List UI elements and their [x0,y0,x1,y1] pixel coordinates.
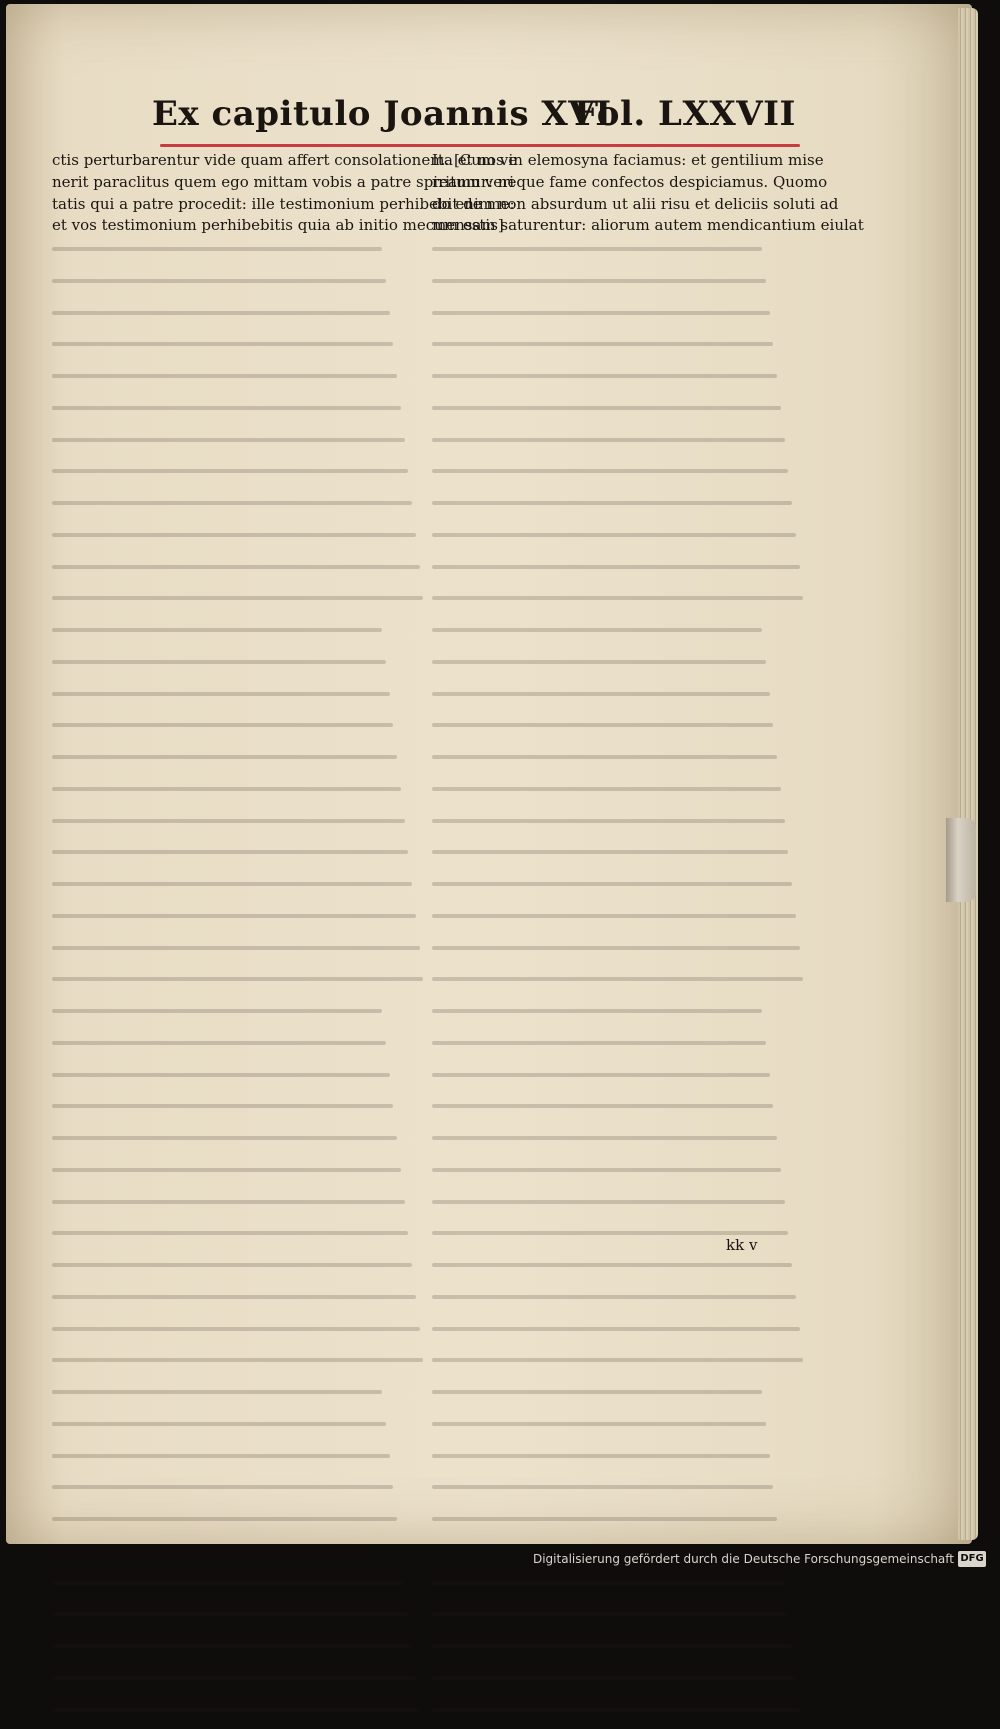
illegible-text-line [432,311,770,333]
illegible-text-line [52,1009,382,1031]
illegible-text-line [52,723,393,745]
illegible-text-line [52,882,412,904]
illegible-text-line [432,1073,770,1095]
illegible-text-line [52,1295,416,1317]
illegible-text-line [432,1327,800,1349]
illegible-text-line [52,755,397,777]
illegible-text-line [52,1517,397,1539]
illegible-text-line [52,1041,386,1063]
illegible-text-line [52,946,420,968]
illegible-text-line [432,977,803,999]
text-line: mensam saturentur: aliorum autem mendicantium eiulat [432,215,807,237]
left-column-body [52,247,427,1729]
illegible-text-line [52,1358,423,1380]
illegible-text-line [432,1104,773,1126]
funding-credit: Digitalisierung gefördert durch die Deutsche Forschungsgemeinschaft [533,1552,954,1566]
illegible-text-line [432,1422,766,1444]
illegible-text-line [52,1168,401,1190]
illegible-text-line [52,406,401,428]
right-text-column [432,150,807,1254]
illegible-text-line [52,1231,408,1253]
illegible-text-line [52,438,405,460]
illegible-text-line [52,1200,405,1222]
illegible-text-line [432,946,800,968]
folio-number: Fol. LXXVII [574,94,814,144]
illegible-text-line [432,1454,770,1476]
illegible-text-line [52,1136,397,1158]
running-head-title: Ex capitulo Joannis XVI [152,94,512,144]
text-line: reamur: neque fame confectos despiciamus. Quomo [432,172,807,194]
illegible-text-line [432,1041,766,1063]
illegible-text-line [432,247,762,269]
illegible-text-line [432,819,785,841]
illegible-text-line [432,406,781,428]
illegible-text-line [52,1485,393,1507]
illegible-text-line [432,1200,785,1222]
illegible-text-line [432,1676,796,1698]
illegible-text-line [432,1644,792,1666]
page-edge-stack [958,8,978,1540]
illegible-text-line [432,914,796,936]
illegible-text-line [432,628,762,650]
illegible-text-line [52,977,423,999]
illegible-text-line [52,311,390,333]
illegible-text-line [52,850,408,872]
left-text-column [52,150,427,1254]
illegible-text-line [432,850,788,872]
illegible-text-line [52,819,405,841]
illegible-text-line [432,1009,762,1031]
illegible-text-line [52,1676,416,1698]
text-line: nerit paraclitus quem ego mittam vobis a patre spiritum veri [52,172,427,194]
illegible-text-line [432,469,788,491]
page-clip [946,818,976,902]
illegible-text-line [52,1327,420,1349]
illegible-text-line [432,438,785,460]
illegible-text-line [52,374,397,396]
illegible-text-line [52,1422,386,1444]
illegible-text-line [52,279,386,301]
illegible-text-line [52,1644,412,1666]
illegible-text-line [52,1708,420,1729]
illegible-text-line [52,1612,408,1634]
illegible-text-line [52,692,390,714]
illegible-text-line [432,1263,792,1285]
illegible-text-line [52,1073,390,1095]
illegible-text-line [432,1358,803,1380]
text-line: et vos testimonium perhibebitis quia ab initio mecum estis] [52,215,427,237]
illegible-text-line [432,755,777,777]
illegible-text-line [432,882,792,904]
text-line: Ita et nos in elemosyna faciamus: et gentilium mise [432,150,807,172]
illegible-text-line [52,914,416,936]
illegible-text-line [432,596,803,618]
illegible-text-line [432,1612,788,1634]
illegible-text-line [432,1295,796,1317]
illegible-text-line [432,1517,777,1539]
red-rubric-line [160,144,800,147]
illegible-text-line [432,1168,781,1190]
illegible-text-line [52,787,401,809]
illegible-text-line [432,565,800,587]
illegible-text-line [52,342,393,364]
right-column-body [432,247,807,1729]
illegible-text-line [52,501,412,523]
illegible-text-line [432,501,792,523]
illegible-text-line [52,247,382,269]
dfg-logo: DFG [958,1551,986,1567]
illegible-text-line [52,1581,405,1603]
illegible-text-line [52,533,416,555]
illegible-text-line [432,1136,777,1158]
illegible-text-line [432,1708,800,1729]
illegible-text-line [52,1104,393,1126]
illegible-text-line [432,1390,762,1412]
illegible-text-line [432,787,781,809]
illegible-text-line [52,1454,390,1476]
illegible-text-line [432,723,773,745]
illegible-text-line [432,1581,785,1603]
illegible-text-line [432,342,773,364]
illegible-text-line [432,1485,773,1507]
text-line: tatis qui a patre procedit: ille testimonium perhibebit de me: [52,194,427,216]
illegible-text-line [432,692,770,714]
illegible-text-line [52,628,382,650]
illegible-text-line [52,1263,412,1285]
text-line: do enim non absurdum ut alii risu et deliciis soluti ad [432,194,807,216]
text-line: ctis perturbarentur vide quam affert consolationem. [Cum ve [52,150,427,172]
illegible-text-line [52,660,386,682]
illegible-text-line [52,596,423,618]
illegible-text-line [432,533,796,555]
illegible-text-line [432,374,777,396]
illegible-text-line [432,279,766,301]
illegible-text-line [52,1390,382,1412]
illegible-text-line [432,660,766,682]
signature-mark: kk v [726,1236,786,1258]
illegible-text-line [52,469,408,491]
illegible-text-line [52,565,420,587]
